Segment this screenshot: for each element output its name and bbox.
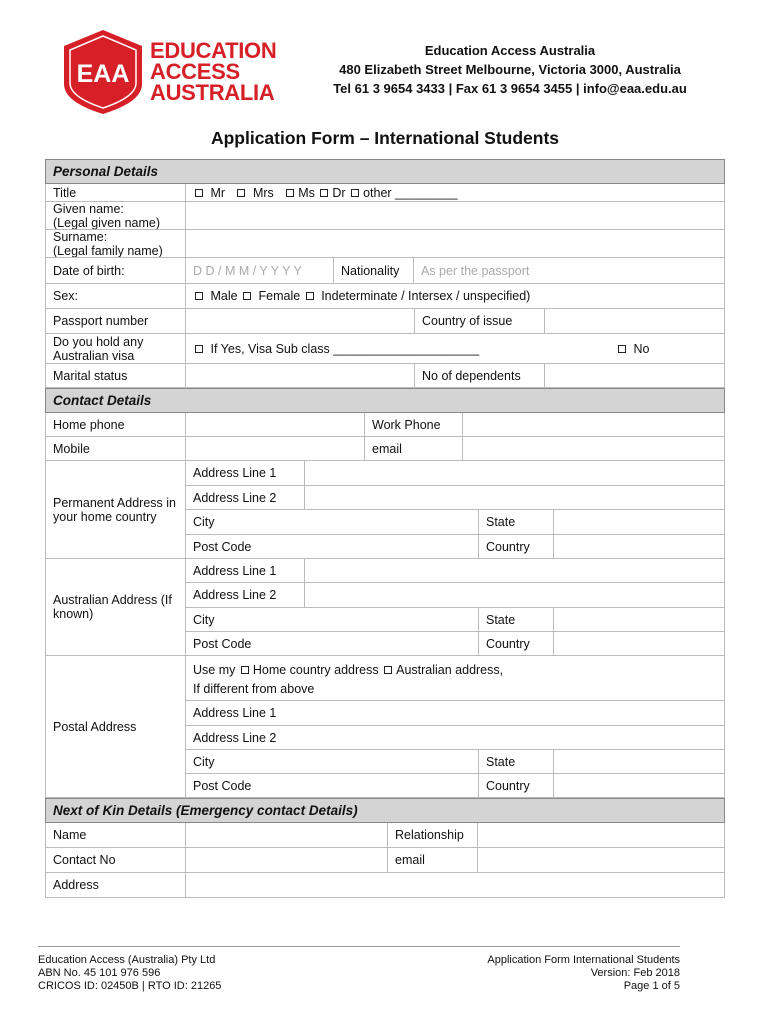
male-checkbox[interactable]	[195, 292, 203, 300]
male-label: Male	[210, 289, 238, 303]
other-label: other _________	[363, 186, 458, 200]
footer-page-number: Page 1 of 5	[623, 980, 680, 992]
row-kin-address	[45, 873, 725, 898]
kin-relationship-label: Relationship	[388, 823, 478, 847]
kin-contact-label: Contact No	[46, 848, 186, 872]
application-form	[45, 159, 725, 898]
mr-label: Mr	[210, 186, 226, 200]
postal-city-label: City	[186, 750, 479, 773]
postal-country-input[interactable]	[554, 774, 724, 798]
postal-state-input[interactable]	[554, 750, 724, 773]
row-dob	[45, 258, 725, 284]
postal-postcode-row	[186, 774, 724, 798]
row-visa	[45, 334, 725, 364]
country-issue-input[interactable]	[545, 309, 724, 333]
kin-email-input[interactable]	[478, 848, 724, 872]
given-name-text: Given name:	[53, 202, 124, 216]
perm-city-row	[186, 510, 724, 535]
surname-input[interactable]	[186, 230, 724, 257]
perm-city-label: City	[186, 510, 479, 534]
footer-form-name: Application Form International Students	[487, 954, 680, 966]
permanent-address-label: Permanent Address in your home country	[46, 461, 186, 558]
dr-label: Dr	[332, 186, 346, 200]
perm-line1-input[interactable]	[305, 461, 724, 485]
kin-name-input[interactable]	[186, 823, 388, 847]
footer-company-info	[38, 954, 221, 993]
perm-postcode-row	[186, 535, 724, 559]
home-country-option-label: Home country address	[252, 663, 379, 677]
postal-city-row	[186, 750, 724, 774]
aus-city-label: City	[186, 608, 479, 631]
given-name-input[interactable]	[186, 202, 724, 229]
aus-postcode-row	[186, 632, 724, 656]
visa-options	[186, 334, 724, 363]
perm-state-input[interactable]	[554, 510, 724, 534]
row-given-name	[45, 202, 725, 230]
aus-line1-row	[186, 559, 724, 583]
given-name-subtext: (Legal given name)	[53, 216, 161, 229]
other-checkbox[interactable]	[351, 189, 359, 197]
given-name-label	[46, 202, 186, 229]
visa-no-label: No	[633, 341, 650, 356]
logo-line: EDUCATION	[150, 38, 277, 63]
mrs-label: Mrs	[252, 186, 274, 200]
kin-contact-input[interactable]	[186, 848, 388, 872]
row-home-phone	[45, 413, 725, 437]
row-kin-contact	[45, 848, 725, 873]
org-contact: Tel 61 3 9654 3433 | Fax 61 3 9654 3455 | info@eaa.edu.au	[333, 81, 687, 96]
kin-address-input[interactable]	[186, 873, 724, 897]
perm-state-label: State	[479, 510, 554, 534]
intersex-label: Indeterminate / Intersex / unspecified)	[321, 289, 531, 303]
mr-checkbox[interactable]	[195, 189, 203, 197]
postal-state-label: State	[479, 750, 554, 773]
permanent-address-fields	[186, 461, 724, 558]
visa-yes-label: If Yes, Visa Sub class _____________________	[210, 341, 480, 356]
female-checkbox[interactable]	[243, 292, 251, 300]
perm-line2-input[interactable]	[305, 486, 724, 509]
org-address: 480 Elizabeth Street Melbourne, Victoria 3000, Australia	[339, 62, 681, 77]
row-kin-name	[45, 823, 725, 848]
visa-no-checkbox[interactable]	[618, 345, 626, 353]
home-country-checkbox[interactable]	[241, 666, 249, 674]
mobile-input[interactable]	[186, 437, 365, 460]
footer-version: Version: Feb 2018	[590, 967, 680, 979]
work-phone-input[interactable]	[463, 413, 724, 436]
footer-form-info	[487, 954, 680, 993]
postal-use-my-row	[186, 656, 724, 701]
dob-input[interactable]: D D / M M / Y Y Y Y	[186, 258, 334, 283]
aus-city-row	[186, 608, 724, 632]
mrs-checkbox[interactable]	[237, 189, 245, 197]
country-issue-label: Country of issue	[415, 309, 545, 333]
aus-line1-label: Address Line 1	[186, 559, 305, 582]
sex-label: Sex:	[46, 284, 186, 308]
dr-checkbox[interactable]	[320, 189, 328, 197]
kin-relationship-input[interactable]	[478, 823, 724, 847]
perm-line2-label: Address Line 2	[186, 486, 305, 509]
postal-address-fields	[186, 656, 724, 797]
row-surname	[45, 230, 725, 258]
perm-country-input[interactable]	[554, 535, 724, 559]
postal-line1[interactable]: Address Line 1	[193, 706, 277, 720]
title-label: Title	[46, 184, 186, 201]
surname-label	[46, 230, 186, 257]
intersex-checkbox[interactable]	[306, 292, 314, 300]
row-marital	[45, 364, 725, 388]
page-footer	[38, 946, 680, 992]
sex-options	[186, 284, 724, 308]
female-label: Female	[258, 289, 301, 303]
org-name: Education Access Australia	[424, 43, 596, 58]
footer-cricos: CRICOS ID: 02450B | RTO ID: 21265	[38, 980, 222, 992]
perm-line1-label: Address Line 1	[186, 461, 305, 485]
perm-line1-row	[186, 461, 724, 486]
logo-line: AUSTRALIA	[150, 80, 275, 105]
perm-postcode-label: Post Code	[186, 535, 479, 559]
nationality-label: Nationality	[334, 258, 414, 283]
organisation-details	[300, 41, 720, 98]
postal-address-label: Postal Address	[46, 656, 186, 797]
australian-address-fields	[186, 559, 724, 655]
visa-yes-checkbox[interactable]	[195, 345, 203, 353]
perm-line2-row	[186, 486, 724, 510]
passport-input[interactable]	[186, 309, 415, 333]
visa-no-option	[616, 342, 649, 356]
surname-text: Surname:	[53, 230, 108, 244]
ms-checkbox[interactable]	[286, 189, 294, 197]
footer-company: Education Access (Australia) Pty Ltd	[38, 954, 216, 966]
dependents-input[interactable]	[545, 364, 724, 387]
australian-address-checkbox[interactable]	[384, 666, 392, 674]
australian-address-block	[45, 559, 725, 656]
aus-line2-row	[186, 583, 724, 608]
permanent-address-block	[45, 461, 725, 559]
aus-postcode-label: Post Code	[186, 632, 479, 656]
passport-label: Passport number	[46, 309, 186, 333]
dob-label: Date of birth:	[46, 258, 186, 283]
eaa-logo	[60, 28, 275, 123]
email-input[interactable]	[463, 437, 724, 460]
perm-country-label: Country	[479, 535, 554, 559]
dependents-label: No of dependents	[415, 364, 545, 387]
postal-address-block	[45, 656, 725, 798]
postal-country-label: Country	[479, 774, 554, 798]
title-options	[186, 184, 724, 201]
aus-line2-input[interactable]	[305, 583, 724, 607]
ms-label: Ms	[298, 186, 315, 200]
eaa-shield-icon	[60, 28, 146, 116]
kin-address-label: Address	[46, 873, 186, 897]
kin-name-label: Name	[46, 823, 186, 847]
row-mobile	[45, 437, 725, 461]
aus-country-input[interactable]	[554, 632, 724, 656]
row-title	[45, 184, 725, 202]
postal-line2-row	[186, 726, 724, 750]
row-passport	[45, 309, 725, 334]
email-label: email	[365, 437, 463, 460]
australian-address-option-label: Australian address,	[396, 663, 504, 677]
page-header	[0, 0, 770, 120]
svg-text:EAA: EAA	[76, 60, 130, 88]
marital-input[interactable]	[186, 364, 415, 387]
if-different-text: If different from above	[193, 682, 315, 696]
home-phone-input[interactable]	[186, 413, 365, 436]
page-title: Application Form – International Students	[210, 128, 560, 148]
row-sex	[45, 284, 725, 309]
section-next-of-kin: Next of Kin Details (Emergency contact Details)	[45, 798, 725, 823]
surname-subtext: (Legal family name)	[53, 244, 163, 257]
aus-line2-label: Address Line 2	[186, 583, 305, 607]
aus-country-label: Country	[479, 632, 554, 656]
marital-label: Marital status	[46, 364, 186, 387]
mobile-label: Mobile	[46, 437, 186, 460]
aus-line1-input[interactable]	[305, 559, 724, 582]
postal-line1-row	[186, 701, 724, 726]
aus-state-input[interactable]	[554, 608, 724, 631]
kin-email-label: email	[388, 848, 478, 872]
postal-line2[interactable]: Address Line 2	[193, 730, 277, 745]
australian-address-label: Australian Address (If known)	[46, 559, 186, 655]
footer-abn: ABN No. 45 101 976 596	[38, 967, 161, 979]
home-phone-label: Home phone	[46, 413, 186, 436]
logo-wordmark	[150, 40, 276, 103]
use-my-text: Use my	[193, 663, 236, 677]
postal-postcode-label: Post Code	[186, 774, 479, 798]
section-contact-details: Contact Details	[45, 388, 725, 413]
postal-use-my	[186, 656, 724, 700]
aus-state-label: State	[479, 608, 554, 631]
section-personal-details: Personal Details	[45, 159, 725, 184]
nationality-input[interactable]: As per the passport	[421, 263, 530, 278]
logo-line: ACCESS	[150, 59, 240, 84]
visa-label: Do you hold any Australian visa	[46, 334, 186, 363]
work-phone-label: Work Phone	[365, 413, 463, 436]
